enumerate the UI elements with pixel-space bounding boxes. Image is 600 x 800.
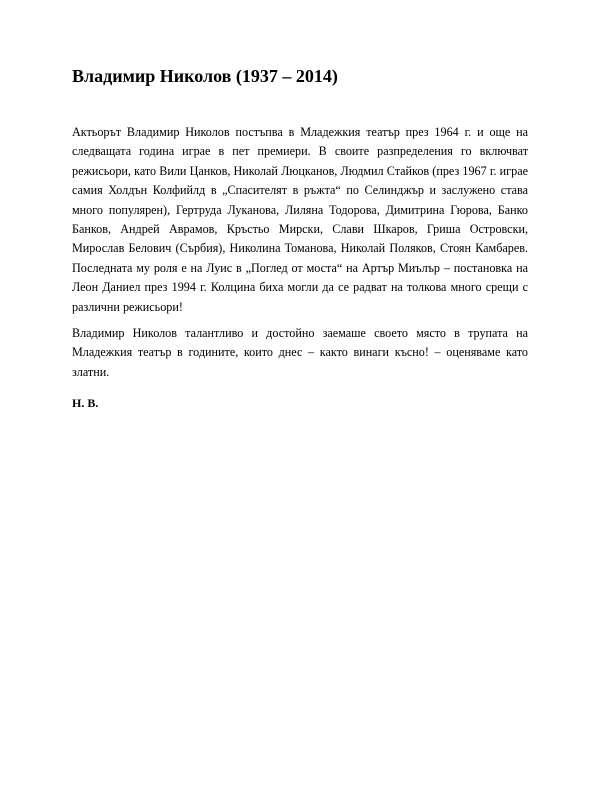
document-title: Владимир Николов (1937 – 2014) xyxy=(72,66,338,86)
paragraph-career: Актьорът Владимир Николов постъпва в Младежкия театър през 1964 г. и още на следващата година играе в пет премиери. В своите разпределения го включват режисьори, като Вили Цанков, Николай Люцканов, Людмил Стайков (през 1967 г. играе самия Холдън Колфийлд в „Спасителят в ръжта“ по Селинджър и заслужено става много популярен), Гертруда Луканова, Лиляна Тодорова, Димитрина Гюрова, Банко Банков, Андрей Аврамов, Кръстьо Мирски, Слави Шкаров, Гриша Островски, Мирослав Белович (Сърбия), Николина Томанова, Николай Поляков, Стоян Камбарев. Последната му роля е на Луис в „Поглед от моста“ на Артър Миълър – постановка на Леон Даниел през 1994 г. Колцина биха могли да се радват на толкова много срещи с различни режисьори! xyxy=(72,125,528,314)
author-signature: Н. В. xyxy=(72,396,99,411)
document-page xyxy=(72,64,528,412)
document-body xyxy=(72,123,528,412)
paragraph-tribute: Владимир Николов талантливо и достойно заемаше своето място в трупата на Младежкия театър в годините, които днес – както винаги късно! – оценяваме като златни. xyxy=(72,326,528,379)
